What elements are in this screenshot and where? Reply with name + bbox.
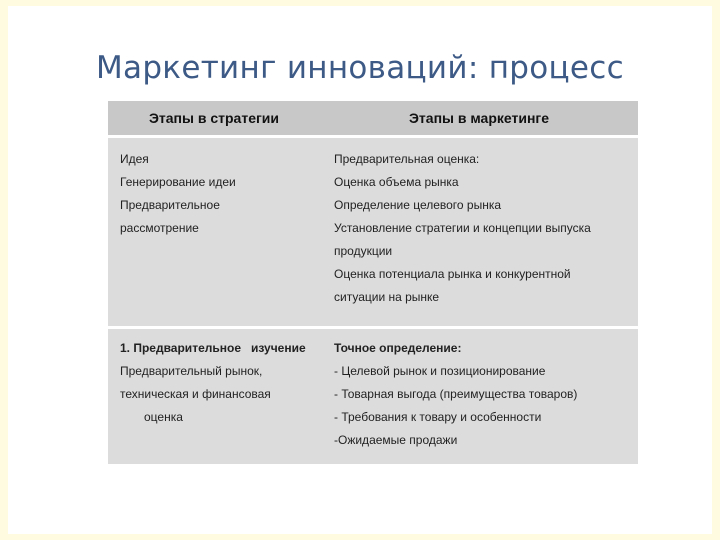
- cell-line: продукции: [334, 244, 393, 258]
- cell-line: рассмотрение: [120, 221, 199, 235]
- slide-title: Маркетинг инноваций: процесс: [95, 50, 624, 86]
- cell-line: оценка: [144, 410, 183, 424]
- cell-line: Оценка объема рынка: [334, 175, 459, 189]
- table-header-row: [108, 101, 638, 137]
- cell-line: Точное определение:: [334, 341, 462, 355]
- cell-line: - Целевой рынок и позиционирование: [334, 364, 546, 378]
- cell-line: Предварительная оценка:: [334, 152, 480, 166]
- cell-line: Предварительное: [120, 198, 220, 212]
- cell-line: 1. Предварительное изучение: [120, 341, 306, 355]
- cell-line: Предварительный рынок,: [120, 364, 263, 378]
- cell-line: Определение целевого рынка: [334, 198, 502, 212]
- header-strategy-stages: Этапы в стратегии: [108, 101, 320, 137]
- cell-line: - Требования к товару и особенности: [334, 410, 542, 424]
- process-table: [108, 101, 638, 464]
- cell-line: Оценка потенциала рынка и конкурентной: [334, 267, 571, 281]
- table-row: [108, 137, 638, 328]
- cell-line: Установление стратегии и концепции выпуска: [334, 221, 591, 235]
- cell-line: Идея: [120, 152, 149, 166]
- marketing-cell: [320, 137, 638, 328]
- table-row: [108, 328, 638, 465]
- cell-line: ситуации на рынке: [334, 290, 440, 304]
- strategy-cell: [108, 137, 320, 328]
- marketing-cell: [320, 328, 638, 465]
- strategy-cell: [108, 328, 320, 465]
- cell-line: Генерирование идеи: [120, 175, 236, 189]
- cell-line: -Ожидаемые продажи: [334, 433, 458, 447]
- header-marketing-stages: Этапы в маркетинге: [320, 101, 638, 137]
- cell-line: техническая и финансовая: [120, 387, 271, 401]
- cell-line: - Товарная выгода (преимущества товаров): [334, 387, 578, 401]
